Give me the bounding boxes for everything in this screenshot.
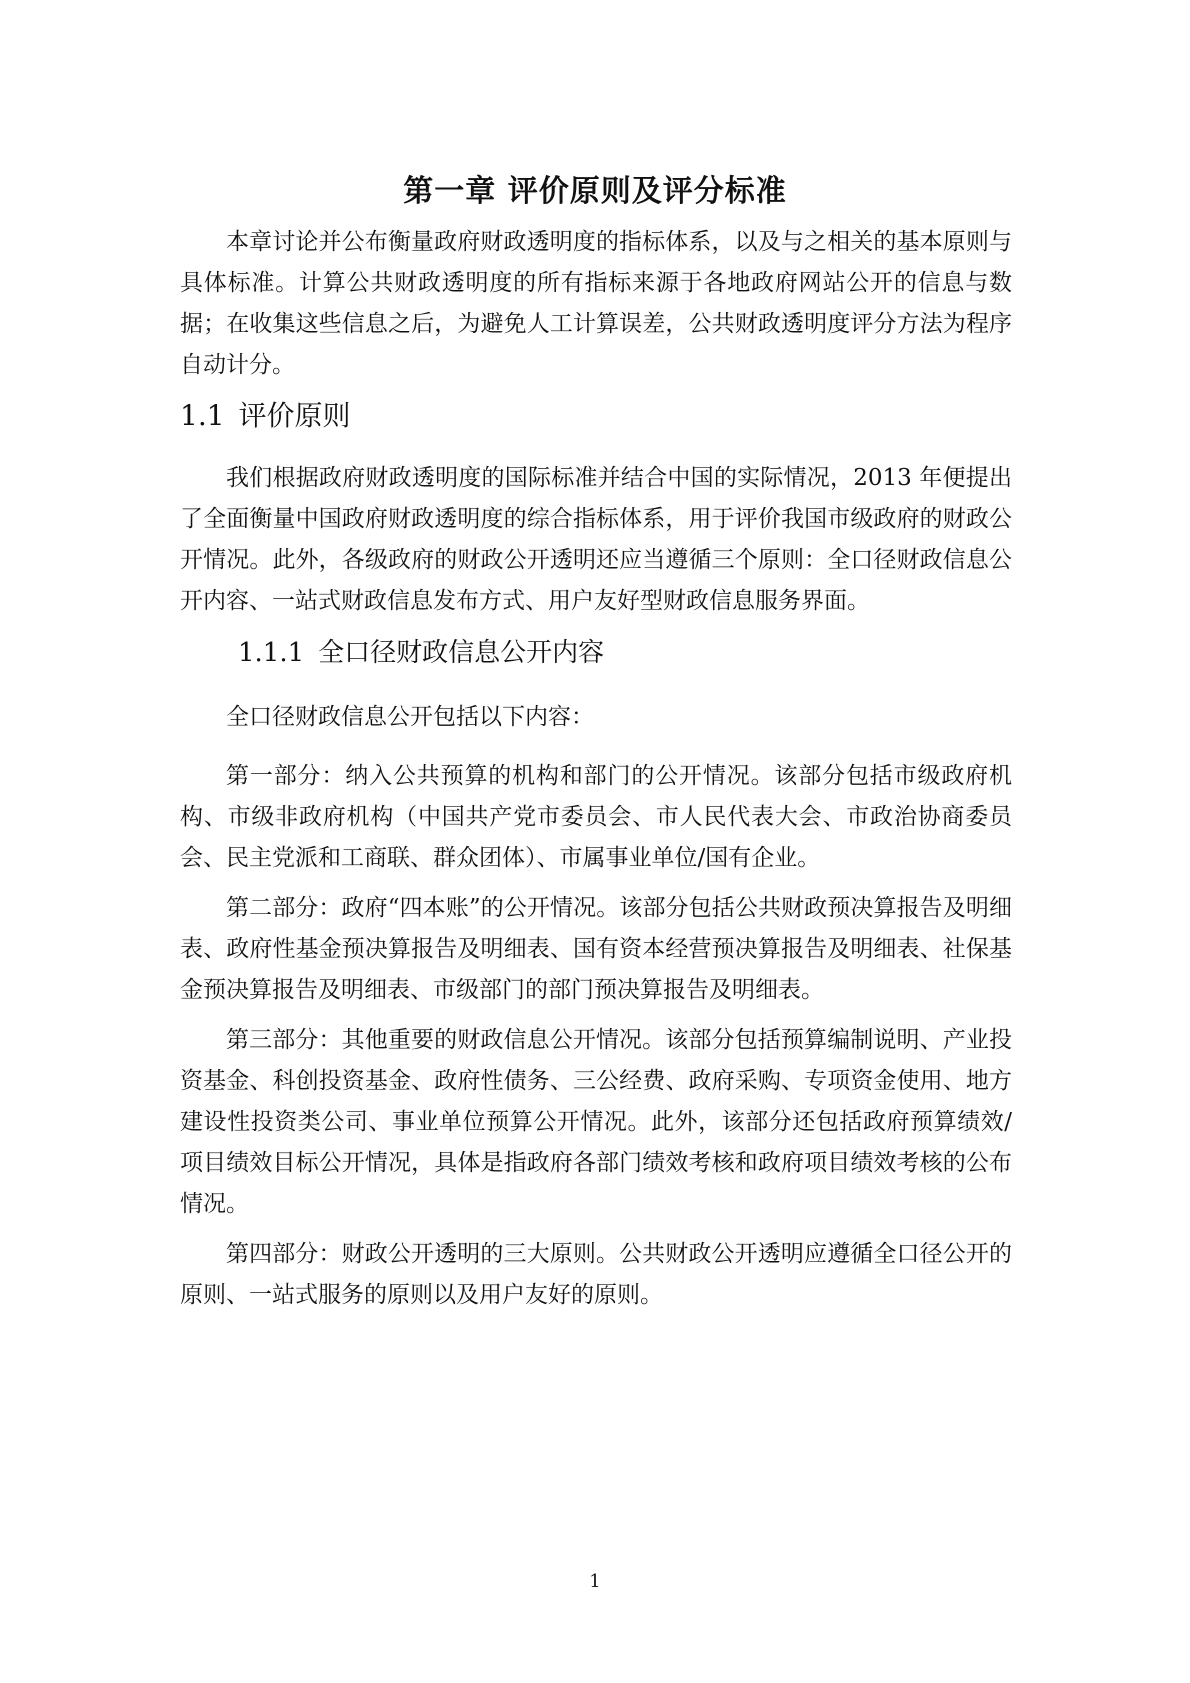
subsection-number: 1.1.1 (238, 638, 305, 668)
part-one-paragraph: 第一部分：纳入公共预算的机构和部门的公开情况。该部分包括市级政府机构、市级非政府机构（中国共产党市委员会、市人民代表大会、市政治协商委员会、民主党派和工商联、群众团体）、市属事业单位/国有企业。 (180, 763, 1012, 871)
subsection-heading (238, 634, 604, 672)
subsection-title: 全口径财政信息公开内容 (318, 638, 605, 668)
section-body-paragraph: 我们根据政府财政透明度的国际标准并结合中国的实际情况，2013 年便提出了全面衡量中国政府财政透明度的综合指标体系，用于评价我国市级政府的财政公开情况。此外，各级政府的财政公开透明还应当遵循三个原则：全口径财政信息公开内容、一站式财政信息发布方式、用户友好型财政信息服务界面。 (180, 465, 1012, 614)
section-heading (180, 396, 351, 436)
section-title: 评价原则 (238, 399, 351, 432)
section-number: 1.1 (180, 399, 225, 432)
chapter-intro-paragraph: 本章讨论并公布衡量政府财政透明度的指标体系，以及与之相关的基本原则与具体标准。计算公共财政透明度的所有指标来源于各地政府网站公开的信息与数据；在收集这些信息之后，为避免人工计算误差，公共财政透明度评分方法为程序自动计分。 (180, 229, 1012, 378)
part-four-paragraph: 第四部分：财政公开透明的三大原则。公共财政公开透明应遵循全口径公开的原则、一站式服务的原则以及用户友好的原则。 (180, 1241, 1012, 1308)
subsection-lead-paragraph: 全口径财政信息公开包括以下内容： (226, 704, 594, 730)
part-two-paragraph: 第二部分：政府“四本账”的公开情况。该部分包括公共财政预决算报告及明细表、政府性基金预决算报告及明细表、国有资本经营预决算报告及明细表、社保基金预决算报告及明细表、市级部门的部门预决算报告及明细表。 (180, 895, 1012, 1003)
part-three-paragraph: 第三部分：其他重要的财政信息公开情况。该部分包括预算编制说明、产业投资基金、科创投资基金、政府性债务、三公经费、政府采购、专项资金使用、地方建设性投资类公司、事业单位预算公开情况。此外，该部分还包括政府预算绩效/项目绩效目标公开情况，具体是指政府各部门绩效考核和政府项目绩效考核的公布情况。 (180, 1027, 1012, 1217)
chapter-title: 第一章 评价原则及评分标准 (403, 174, 787, 209)
page-number: 1 (589, 1571, 601, 1592)
